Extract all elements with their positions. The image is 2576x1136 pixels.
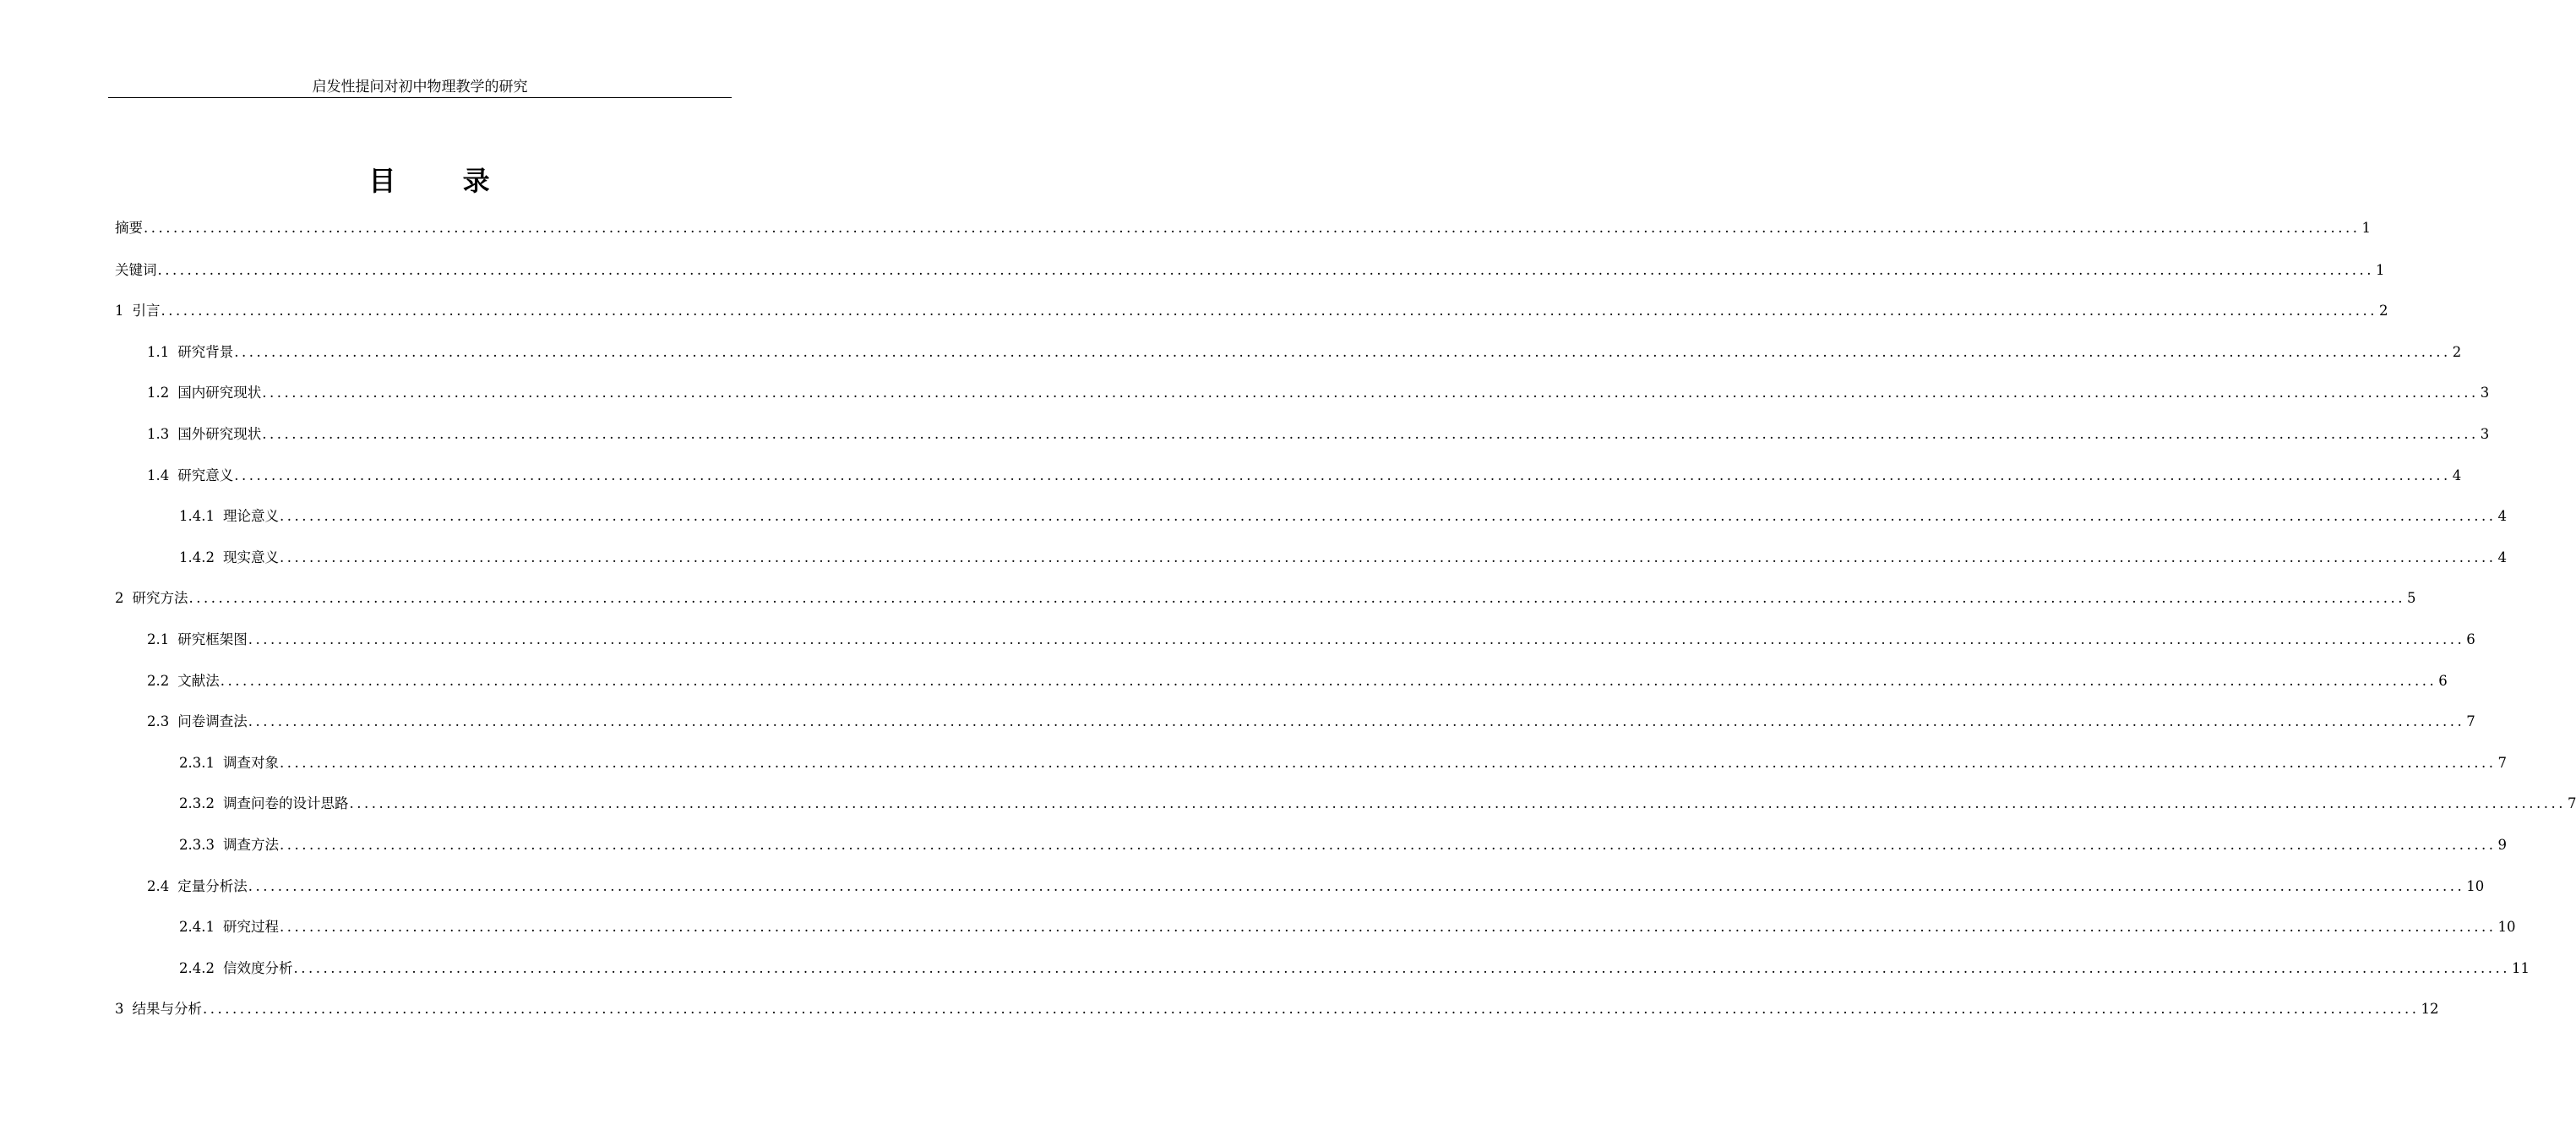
toc-leader: ............................................................................................................................................................................................................................................................................................................ — [279, 919, 2497, 935]
toc-entry-1-1[interactable] — [147, 343, 2462, 362]
toc-entry-2-3[interactable] — [147, 713, 2475, 731]
toc-entry-2-4-2[interactable] — [179, 959, 2530, 978]
toc-section-number: 2.4.2 — [179, 960, 215, 976]
toc-page-number: 5 — [2406, 590, 2416, 606]
toc-page-number: 7 — [2497, 755, 2507, 771]
toc-leader: ............................................................................................................................................................................................................................................................................................................ — [262, 426, 2479, 442]
toc-entry-2[interactable] — [115, 589, 2416, 608]
toc-section-number: 1 — [115, 303, 124, 319]
toc-entry-text: 理论意义 — [222, 508, 279, 524]
toc-page-number: 6 — [2438, 673, 2448, 689]
toc-leader: ............................................................................................................................................................................................................................................................................................................ — [248, 713, 2465, 729]
toc-section-number: 2.4.1 — [179, 919, 215, 935]
toc-entry-text: 研究方法 — [132, 590, 188, 606]
toc-section-number: 1.2 — [147, 385, 170, 401]
toc-leader: ............................................................................................................................................................................................................................................................................................................ — [349, 795, 2566, 811]
toc-entry-text: 定量分析法 — [177, 878, 248, 894]
toc-entry-text: 结果与分析 — [132, 1001, 202, 1017]
toc-entry-1-4[interactable] — [147, 467, 2462, 485]
toc-section-number: 2.3.2 — [179, 795, 215, 811]
toc-leader: ............................................................................................................................................................................................................................................................................................................ — [262, 385, 2479, 401]
toc-entry-text: 问卷调查法 — [177, 713, 248, 729]
toc-entry-text: 研究意义 — [177, 467, 234, 483]
toc-section-number: 1.4.2 — [179, 549, 215, 565]
toc-entry-text: 关键词 — [115, 262, 157, 278]
toc-section-number: 2.2 — [147, 673, 170, 689]
toc-entry-text: 研究过程 — [222, 919, 279, 935]
toc-page-number: 3 — [2480, 426, 2490, 442]
toc-entry-2-1[interactable] — [147, 631, 2475, 649]
toc-page-number: 7 — [2567, 795, 2576, 811]
toc-section-number: 2.3.3 — [179, 837, 215, 853]
toc-leader: ............................................................................................................................................................................................................................................................................................................ — [293, 960, 2510, 976]
toc-page-number: 7 — [2466, 713, 2475, 729]
toc-entry-2-4[interactable] — [147, 877, 2485, 896]
toc-leader: ............................................................................................................................................................................................................................................................................................................ — [203, 1001, 2420, 1017]
toc-section-number: 2.3.1 — [179, 755, 215, 771]
toc-leader: ............................................................................................................................................................................................................................................................................................................ — [144, 220, 2361, 236]
toc-entry-text: 调查问卷的设计思路 — [222, 795, 349, 811]
toc-page-number: 11 — [2511, 960, 2530, 976]
toc-leader: ............................................................................................................................................................................................................................................................................................................ — [161, 303, 2377, 319]
toc-entry-2-4-1[interactable] — [179, 918, 2516, 937]
running-header: 启发性提问对初中物理教学的研究 — [312, 79, 528, 96]
toc-section-number: 2.1 — [147, 631, 170, 647]
toc-entry-2-3-1[interactable] — [179, 754, 2507, 773]
toc-page-number: 1 — [2375, 262, 2385, 278]
toc-entry-keywords[interactable] — [115, 261, 2385, 280]
toc-section-number: 1.1 — [147, 344, 170, 360]
toc-entry-2-3-3[interactable] — [179, 836, 2507, 855]
toc-leader: ............................................................................................................................................................................................................................................................................................................ — [248, 878, 2465, 894]
toc-section-number: 1.4.1 — [179, 508, 215, 524]
toc-entry-abstract[interactable] — [115, 219, 2371, 238]
toc-entry-2-3-2[interactable] — [179, 795, 2576, 813]
toc-leader: ............................................................................................................................................................................................................................................................................................................ — [234, 467, 2451, 483]
toc-entry-3[interactable] — [115, 1000, 2439, 1019]
toc-entry-text: 现实意义 — [222, 549, 279, 565]
toc-entry-1-4-2[interactable] — [179, 549, 2507, 567]
toc-page-number: 2 — [2378, 303, 2388, 319]
toc-section-number: 2.4 — [147, 878, 170, 894]
toc-entry-2-2[interactable] — [147, 672, 2448, 691]
toc-leader: ............................................................................................................................................................................................................................................................................................................ — [279, 508, 2497, 524]
toc-entry-text: 研究框架图 — [177, 631, 248, 647]
toc-section-number: 1.4 — [147, 467, 170, 483]
toc-entry-text: 引言 — [132, 303, 161, 319]
toc-entry-text: 信效度分析 — [222, 960, 293, 976]
toc-leader: ............................................................................................................................................................................................................................................................................................................ — [234, 344, 2451, 360]
toc-leader: ............................................................................................................................................................................................................................................................................................................ — [248, 631, 2465, 647]
toc-page-number: 10 — [2497, 919, 2516, 935]
toc-entry-text: 文献法 — [177, 673, 220, 689]
toc-section-number: 1.3 — [147, 426, 170, 442]
toc-entry-1-3[interactable] — [147, 425, 2490, 444]
toc-leader: ............................................................................................................................................................................................................................................................................................................ — [279, 755, 2497, 771]
toc-page-number: 6 — [2466, 631, 2475, 647]
toc-section-number: 2 — [115, 590, 124, 606]
toc-entry-text: 国外研究现状 — [177, 426, 262, 442]
toc-page-number: 3 — [2480, 385, 2490, 401]
toc-leader: ............................................................................................................................................................................................................................................................................................................ — [157, 262, 2374, 278]
toc-title: 目 录 — [368, 165, 519, 197]
toc-page-number: 1 — [2361, 220, 2371, 236]
toc-entry-text: 摘要 — [115, 220, 143, 236]
toc-page-number: 4 — [2497, 549, 2507, 565]
toc-entry-text: 国内研究现状 — [177, 385, 262, 401]
toc-entry-text: 调查方法 — [222, 837, 279, 853]
toc-entry-1[interactable] — [115, 302, 2388, 320]
toc-page-number: 9 — [2497, 837, 2507, 853]
toc-page-number: 4 — [2497, 508, 2507, 524]
toc-entry-text: 研究背景 — [177, 344, 234, 360]
toc-page-number: 4 — [2452, 467, 2462, 483]
toc-section-number: 2.3 — [147, 713, 170, 729]
toc-leader: ............................................................................................................................................................................................................................................................................................................ — [188, 590, 2405, 606]
toc-entry-text: 调查对象 — [222, 755, 279, 771]
toc-leader: ............................................................................................................................................................................................................................................................................................................ — [220, 673, 2437, 689]
toc-page-number: 12 — [2421, 1001, 2439, 1017]
toc-leader: ............................................................................................................................................................................................................................................................................................................ — [279, 837, 2497, 853]
toc-entry-1-2[interactable] — [147, 384, 2490, 402]
toc-section-number: 3 — [115, 1001, 124, 1017]
toc-page-number: 2 — [2452, 344, 2462, 360]
toc-leader: ............................................................................................................................................................................................................................................................................................................ — [279, 549, 2497, 565]
toc-entry-1-4-1[interactable] — [179, 507, 2507, 526]
toc-page-number: 10 — [2466, 878, 2485, 894]
